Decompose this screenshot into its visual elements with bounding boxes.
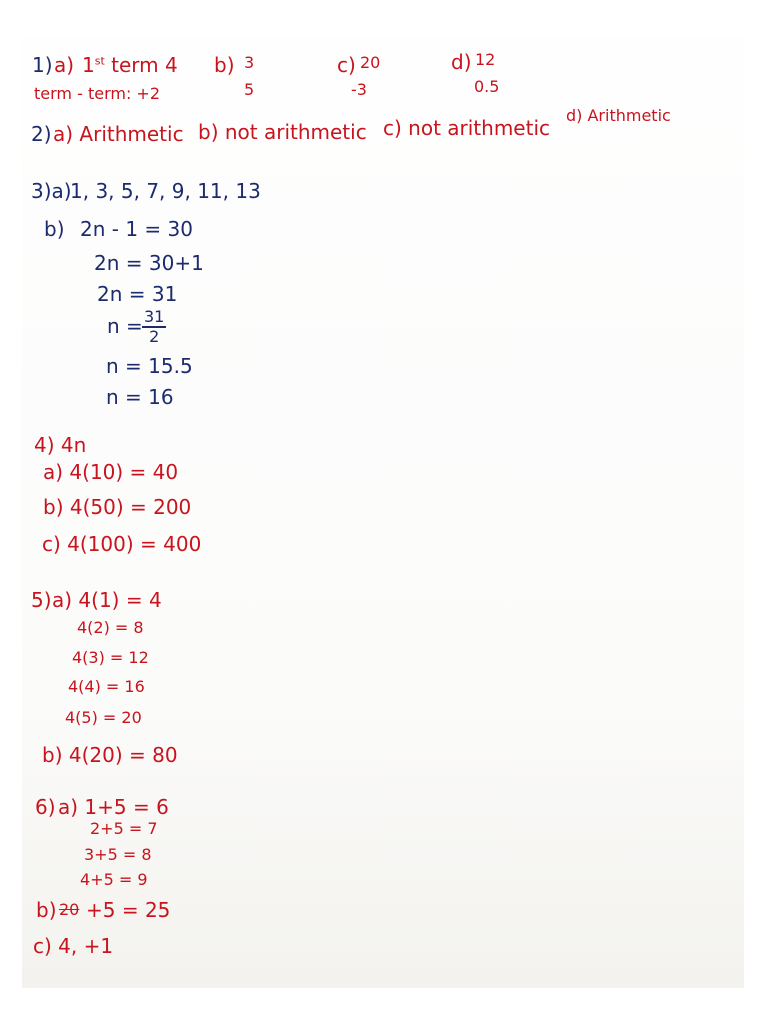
- q6-a-line-4: 4+5 = 9: [80, 870, 148, 889]
- q5-a-line-3: 4(3) = 12: [72, 648, 149, 667]
- q5-label: 5): [31, 588, 52, 612]
- q3-b-fraction-numerator: 31: [144, 307, 165, 326]
- q3-b-line-2: 2n = 30+1: [94, 251, 204, 275]
- q6-b-rest: +5 = 25: [86, 898, 171, 922]
- q5-b: b) 4(20) = 80: [42, 743, 178, 767]
- q3-b-line-1: 2n - 1 = 30: [80, 217, 193, 241]
- q3-b-label: b): [44, 217, 65, 241]
- q1-d-top: 12: [475, 50, 496, 69]
- q2-number: 2): [31, 122, 52, 146]
- q4-c: c) 4(100) = 400: [42, 532, 202, 556]
- q4-a: a) 4(10) = 40: [43, 460, 179, 484]
- q1-b-top: 3: [244, 53, 255, 72]
- q6-a-line-2: 2+5 = 7: [90, 819, 158, 838]
- q6-a-line-3: 3+5 = 8: [84, 845, 152, 864]
- q1-number: 1): [32, 53, 53, 77]
- q2-c: c) not arithmetic: [383, 116, 551, 140]
- q4-b: b) 4(50) = 200: [43, 495, 192, 519]
- q3-b-line-4: n = 15.5: [106, 354, 193, 378]
- q2-a: a) Arithmetic: [53, 122, 184, 146]
- q3-b-fraction: [142, 309, 166, 345]
- q3-b-line-3: 2n = 31: [97, 282, 178, 306]
- q3-b-fraction-denominator: 2: [149, 327, 160, 346]
- q6-b-crossed-number: 20: [59, 900, 80, 919]
- q1-c-label: c): [337, 53, 356, 77]
- q1-a-label: a): [54, 53, 75, 77]
- q1-c-bottom: -3: [351, 80, 367, 99]
- q3-a-sequence: 1, 3, 5, 7, 9, 11, 13: [70, 179, 261, 203]
- q3-label: 3)a): [31, 179, 72, 203]
- q3-b-line-5: n = 16: [106, 385, 174, 409]
- q1-d-label: d): [451, 50, 472, 74]
- q2-d: d) Arithmetic: [566, 106, 671, 125]
- q1-a-answer: 1st term 4: [82, 53, 178, 77]
- q1-d-bottom: 0.5: [474, 77, 500, 96]
- q2-b: b) not arithmetic: [198, 120, 367, 144]
- q5-a-line-5: 4(5) = 20: [65, 708, 142, 727]
- q1-b-label: b): [214, 53, 235, 77]
- q6-label: 6): [35, 795, 56, 819]
- q4-heading: 4) 4n: [34, 433, 87, 457]
- q1-a-difference: term - term: +2: [34, 84, 161, 103]
- q1-b-bottom: 5: [244, 80, 255, 99]
- q5-a-line-2: 4(2) = 8: [77, 618, 144, 637]
- q6-b-label: b): [36, 898, 57, 922]
- q1-c-top: 20: [360, 53, 381, 72]
- q3-b-fraction-lhs: n =: [107, 314, 143, 338]
- q6-a-line-1: a) 1+5 = 6: [58, 795, 169, 819]
- q5-a-line-4: 4(4) = 16: [68, 677, 145, 696]
- q5-a-line-1: a) 4(1) = 4: [52, 588, 162, 612]
- q6-c: c) 4, +1: [33, 934, 114, 958]
